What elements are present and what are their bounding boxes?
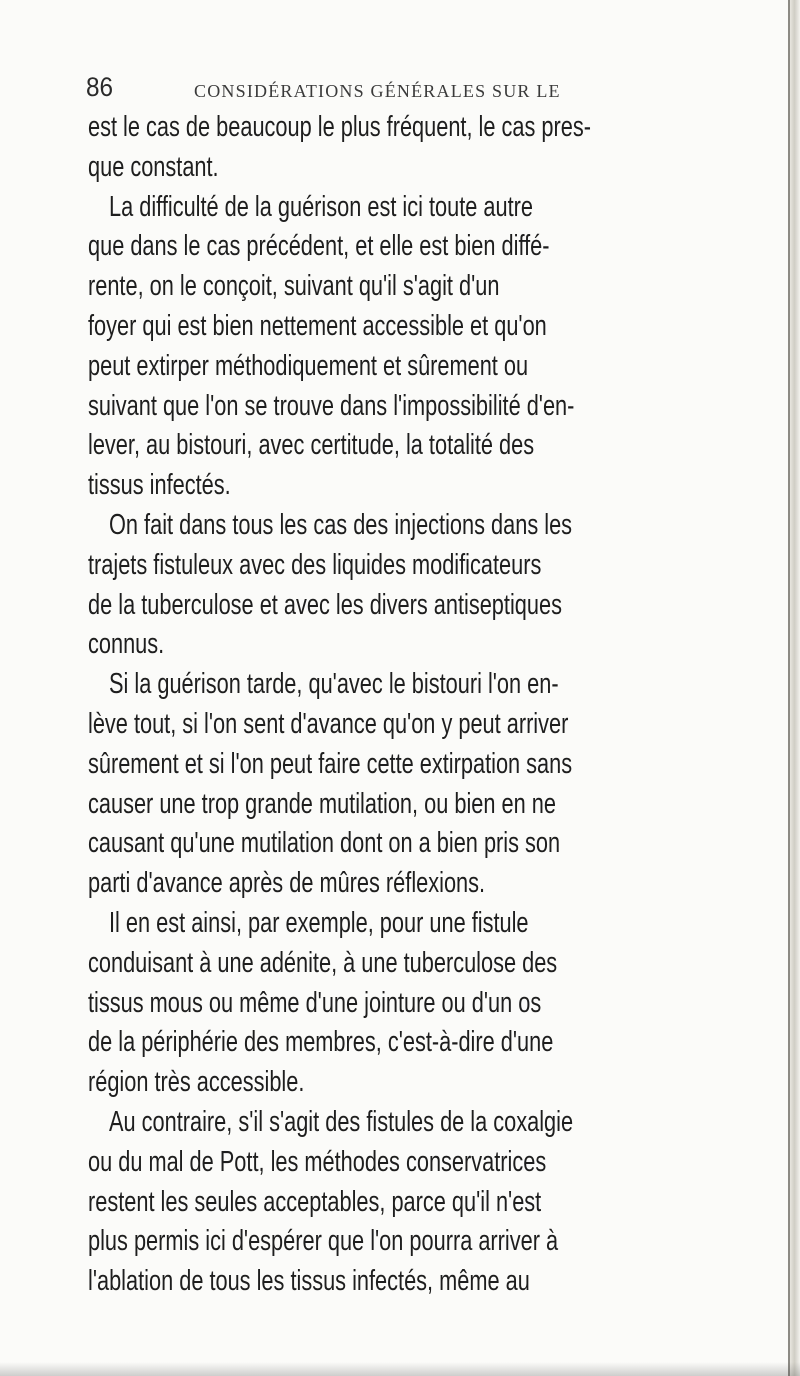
text-line: lever, au bistouri, avec certitude, la totalité des (88, 429, 535, 462)
text-line: La difficulté de la guérison est ici toute autre (109, 190, 533, 223)
page-number: 86 (86, 72, 114, 102)
text-line: est le cas de beaucoup le plus fréquent, le cas pres- (88, 111, 591, 143)
text-line: On fait dans tous les cas des injections dans les (109, 508, 573, 541)
text-line: que dans le cas précédent, et elle est bien diffé- (88, 230, 550, 263)
page-bottom-shadow (0, 1362, 800, 1376)
page-edge (790, 0, 800, 1376)
text-line: de la périphérie des membres, c'est-à-dire d'une (88, 1026, 554, 1059)
page-edge-line (788, 0, 790, 1376)
running-head: CONSIDÉRATIONS GÉNÉRALES SUR LE (194, 81, 561, 101)
text-line: plus permis ici d'espérer que l'on pourra arriver à (88, 1225, 559, 1258)
text-line: parti d'avance après de mûres réflexions. (88, 867, 486, 900)
text-line: sûrement et si l'on peut faire cette extirpation sans (88, 747, 573, 780)
text-line: causant qu'une mutilation dont on a bien pris son (88, 827, 561, 860)
text-line: tissus mous ou même d'une jointure ou d'un os (88, 986, 542, 1019)
text-line: tissus infectés. (88, 469, 231, 502)
text-line: foyer qui est bien nettement accessible et qu'on (88, 309, 547, 342)
text-line: causer une trop grande mutilation, ou bien en ne (88, 787, 556, 820)
text-line: lève tout, si l'on sent d'avance qu'on y peut arriver (88, 707, 569, 740)
text-line: conduisant à une adénite, à une tuberculose des (88, 946, 558, 979)
page-header (86, 72, 706, 112)
text-line: rente, on le conçoit, suivant qu'il s'agit d'un (88, 270, 500, 303)
text-line: que constant. (88, 150, 219, 183)
text-line: de la tuberculose et avec les divers antiseptiques (88, 588, 562, 621)
text-line: région très accessible. (88, 1066, 305, 1099)
body-text (88, 108, 788, 1302)
text-line: ou du mal de Pott, les méthodes conservatrices (88, 1145, 547, 1178)
text-line: connus. (88, 628, 165, 661)
text-line: suivant que l'on se trouve dans l'impossibilité d'en- (88, 389, 575, 422)
text-line: Si la guérison tarde, qu'avec le bistouri l'on en- (109, 668, 559, 701)
text-line: trajets fistuleux avec des liquides modificateurs (88, 548, 542, 581)
text-line: l'ablation de tous les tissus infectés, même au (88, 1265, 530, 1298)
text-line: Au contraire, s'il s'agit des fistules de la coxalgie (109, 1105, 574, 1138)
text-line: Il en est ainsi, par exemple, pour une fistule (109, 906, 529, 939)
text-line: peut extirper méthodiquement et sûrement ou (88, 349, 529, 382)
text-line: restent les seules acceptables, parce qu'il n'est (88, 1185, 542, 1218)
